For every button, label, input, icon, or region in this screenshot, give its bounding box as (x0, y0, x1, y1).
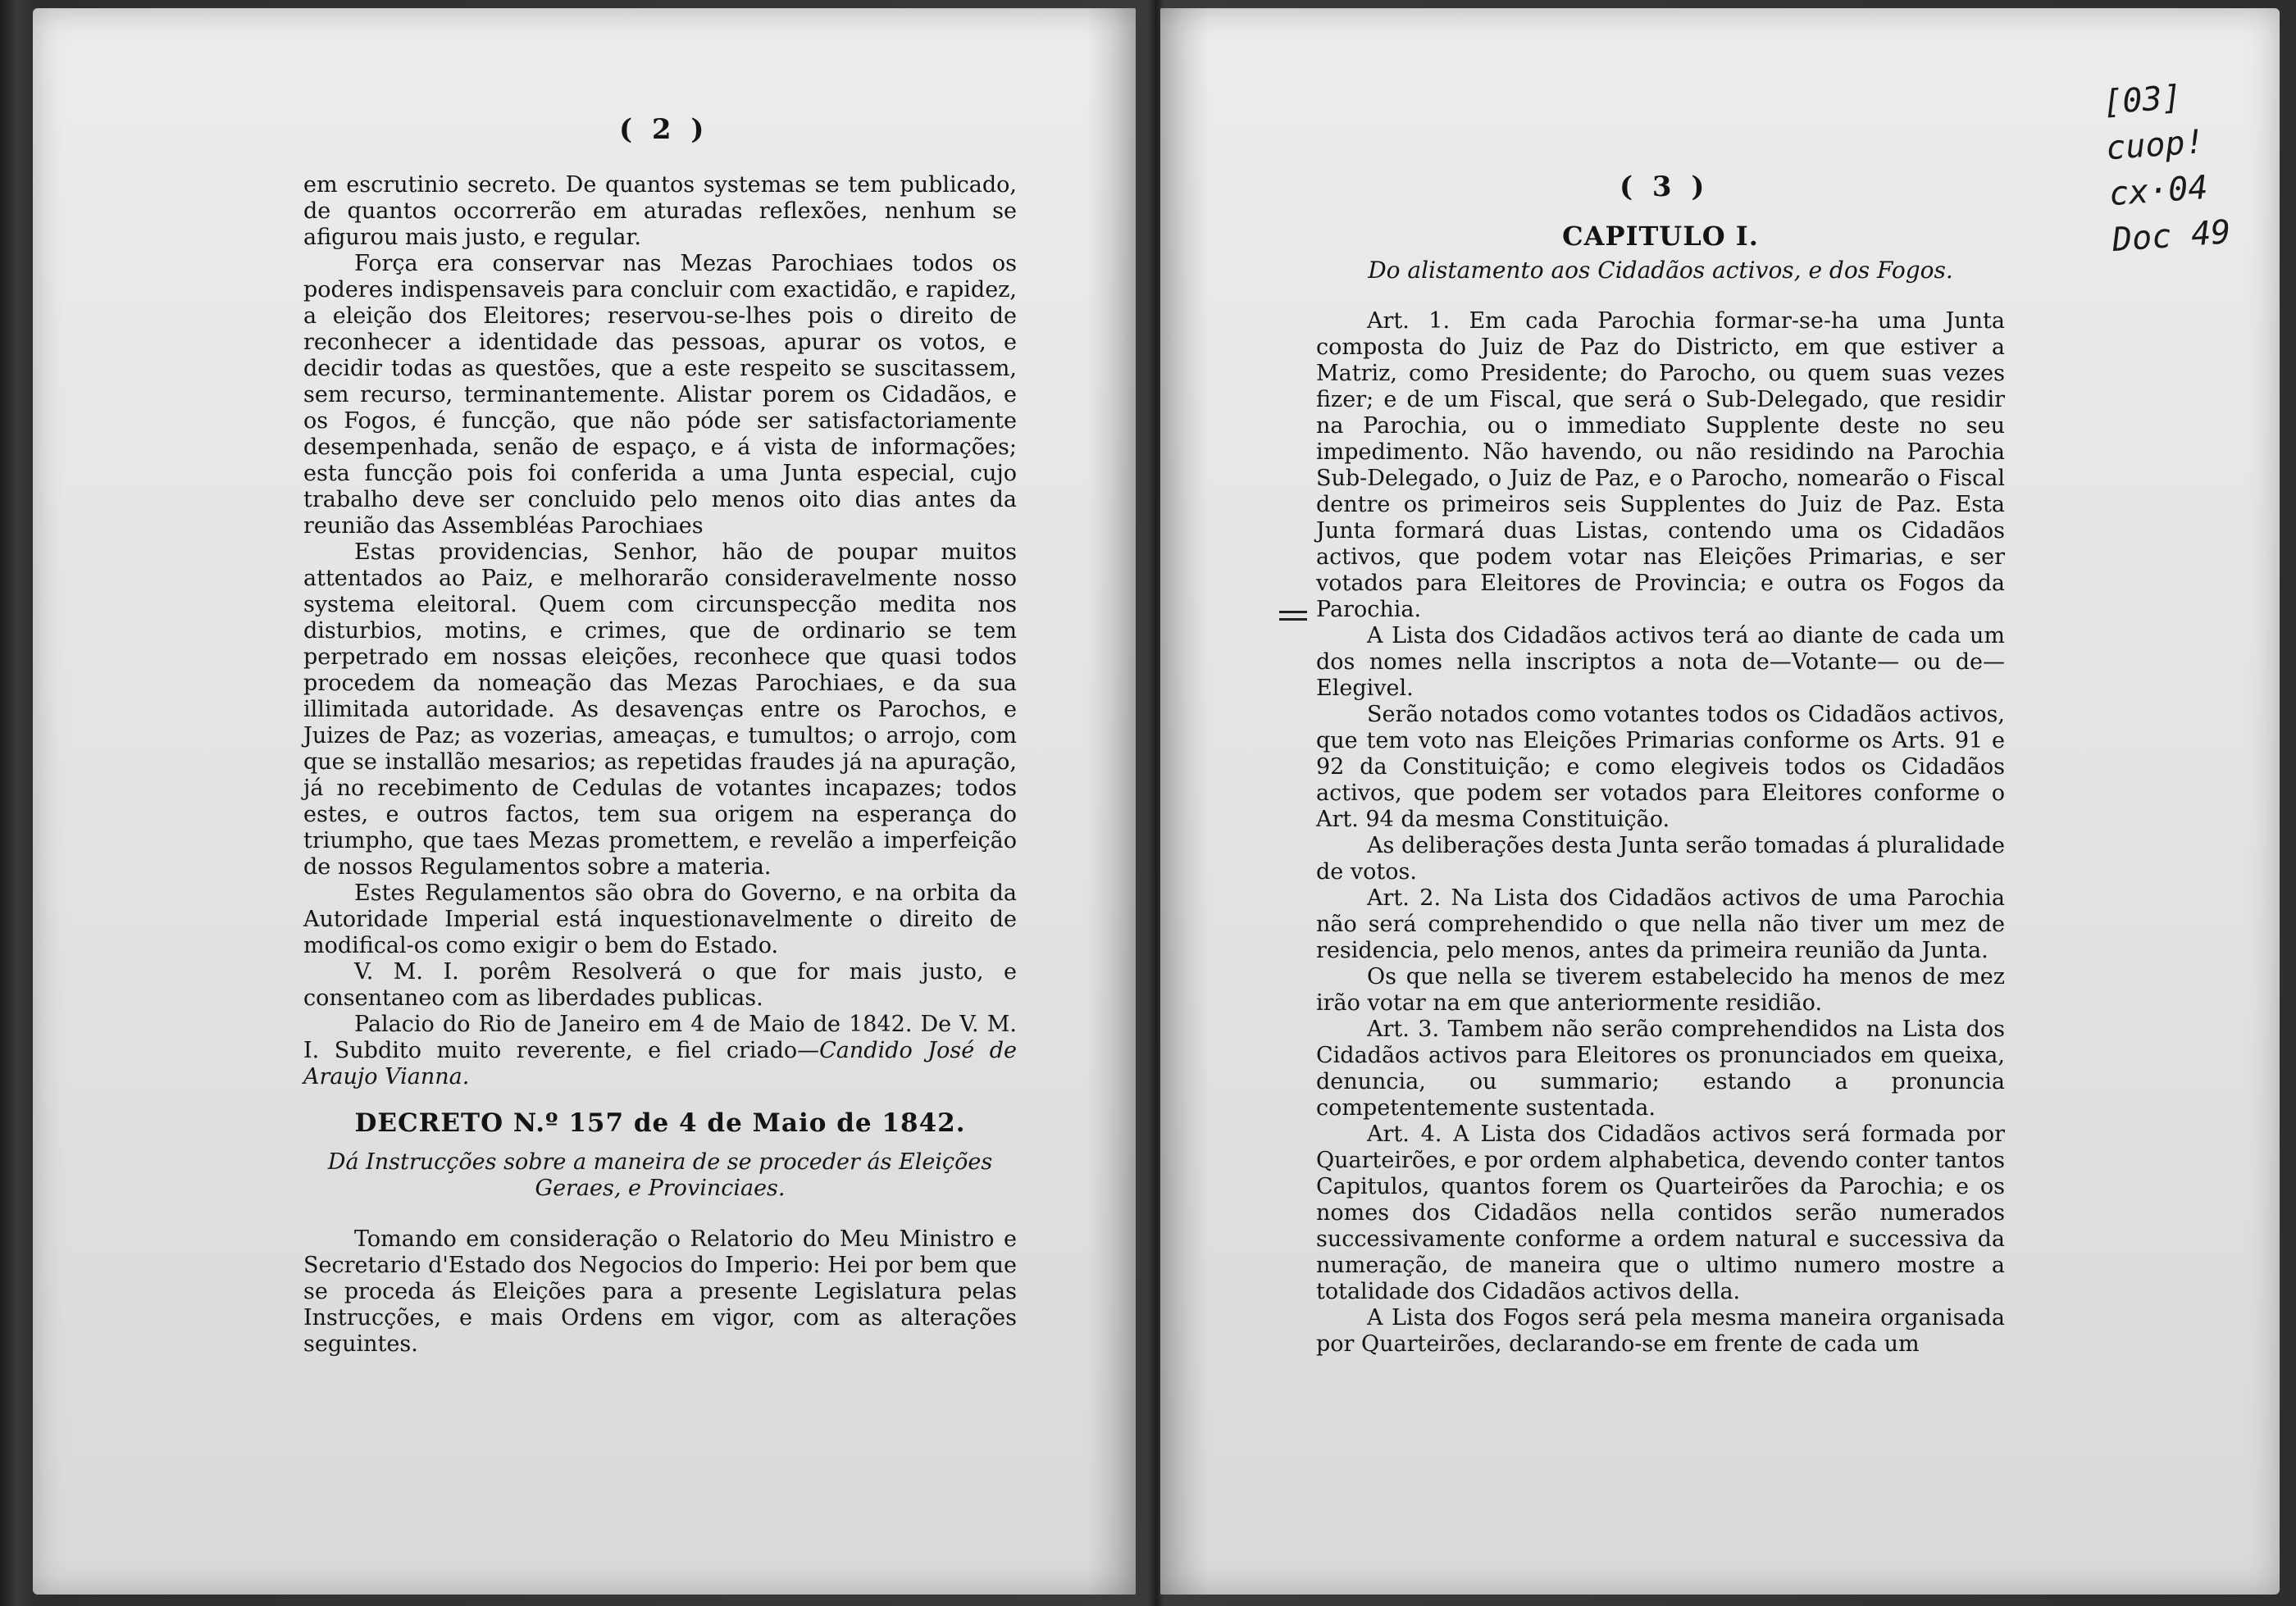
paragraph: A Lista dos Cidadãos activos terá ao diante de cada um dos nomes nella inscriptos a nota de—Votante— ou de—Elegivel. (1316, 623, 2005, 701)
paragraph: As deliberações desta Junta serão tomadas á pluralidade de votos. (1316, 833, 2005, 885)
article-paragraph: Art. 4. A Lista dos Cidadãos activos será formada por Quarteirões, e por ordem alphabetica, devendo conter tantos Capitulos, quantos forem os Quarteirões da Parochia; e os nomes dos Cidadãos nella contidos serão numerados successivamente conforme a ordem natural e successiva da numeração, de maneira que o ultimo numero mostre a totalidade dos Cidadãos activos della. (1316, 1121, 2005, 1304)
paragraph: Estes Regulamentos são obra do Governo, e na orbita da Autoridade Imperial está inquestionavelmente o direito de modifical-os como exigir o bem do Estado. (303, 880, 1017, 958)
paragraph: Estas providencias, Senhor, hão de poupar muitos attentados ao Paiz, e melhorarão consideravelmente nosso systema eleitoral. Quem com circunspecção medita nos disturbios, motins, e crimes, que de ordinario se tem perpetrado em nossas eleições, reconhece que quasi todos procedem da nomeação das Mezas Parochiaes, e da sua illimitada autoridade. As desavenças entre os Parochos, e Juizes de Paz; as vozerias, ameaças, e tumultos; o arrojo, com que se installão mesarios; as repetidas fraudes já na apuração, já no recebimento de Cedulas de votantes incapazes; todos estes, e outros factos, tem sua origem na esperança do triumpho, que taes Mezas promettem, e revelão a imperfeição de nossos Regulamentos sobre a materia. (303, 539, 1017, 880)
chapter-subtitle: Do alistamento aos Cidadãos activos, e dos Fogos. (1368, 257, 1953, 284)
left-page (33, 8, 1136, 1595)
paragraph: V. M. I. porêm Resolverá o que for mais justo, e consentaneo com as liberdades publicas. (303, 959, 1017, 1011)
paragraph: A Lista dos Fogos será pela mesma maneira organisada por Quarteirões, declarando-se em frente de cada um (1316, 1305, 2005, 1357)
page-number: ( 2 ) (619, 113, 709, 146)
paragraph: Serão notados como votantes todos os Cidadãos activos, que tem voto nas Eleições Primarias conforme os Arts. 91 e 92 da Constituição; e como elegiveis todos os Cidadãos activos, que podem ser votados para Eleitores conforme o Art. 94 da mesma Constituição. (1316, 702, 2005, 832)
gutter-shadow (1160, 8, 1210, 1595)
paragraph: em escrutinio secreto. De quantos systemas se tem publicado, de quantos occorrerão em aturadas reflexões, nenhum se afigurou mais justo, e regular. (303, 172, 1017, 250)
article-paragraph: Art. 3. Tambem não serão comprehendidos na Lista dos Cidadãos activos para Eleitores os pronunciados em queixa, denuncia, ou summario; estando a pronuncia competentemente sustentada. (1316, 1017, 2005, 1121)
chapter-title: CAPITULO I. (1562, 221, 1759, 252)
right-text-column (1316, 223, 2005, 1358)
right-page (1160, 8, 2280, 1595)
archive-annotation (2101, 68, 2285, 263)
annotation-line: cx·04 (2107, 168, 2209, 214)
decree-subtitle: Dá Instrucções sobre a maneira de se proceder ás Eleições Geraes, e Provinciaes. (327, 1149, 993, 1201)
closing-paragraph (303, 1012, 1017, 1090)
annotation-line: [03] (2101, 78, 2184, 122)
decree-body: Tomando em consideração o Relatorio do Meu Ministro e Secretario d'Estado dos Negocios do Imperio: Hei por bem que se proceda ás Eleições para a presente Legislatura pelas Instrucções, e mais Ordens em vigor, com as alterações seguintes. (303, 1226, 1017, 1357)
annotation-line: cuop! (2104, 123, 2207, 168)
gutter-shadow (1086, 8, 1136, 1595)
paragraph: Força era conservar nas Mezas Parochiaes todos os poderes indispensaveis para concluir com exactidão, e rapidez, a eleição dos Eleitores; reservou-se-lhes pois o direito de reconhecer a identidade das pessoas, apurar os votos, e decidir todas as questões, que a este respeito se suscitassem, sem recurso, terminantemente. Alistar porem os Cidadãos, e os Fogos, é funcção, que não póde ser satisfactoriamente desempenhada, senão de espaço, e á vista de informações; esta funcção pois foi conferida a uma Junta especial, cujo trabalho deve ser concluido pelo menos oito dias antes da reunião das Assembléas Parochiaes (303, 251, 1017, 539)
article-paragraph: Art. 2. Na Lista dos Cidadãos activos de uma Parochia não será comprehendido o que nella não tiver um mez de residencia, pelo menos, antes da primeira reunião da Junta. (1316, 885, 2005, 963)
closing-text: Palacio do Rio de Janeiro em 4 de Maio de 1842. De V. M. I. Subdito muito reverente, e fiel criado— (303, 1012, 1017, 1063)
left-text-column (303, 172, 1017, 1358)
article-paragraph: Art. 1. Em cada Parochia formar-se-ha uma Junta composta do Juiz de Paz do Districto, em que estiver a Matriz, como Presidente; do Parocho, ou quem suas vezes fizer; e de um Fiscal, que será o Sub-Delegado, que residir na Parochia, ou o immediato Supplente deste no seu impedimento. Não havendo, ou não residindo na Parochia Sub-Delegado, o Juiz de Paz, e o Parocho, nomearão o Fiscal dentre os primeiros seis Supplentes do Juiz de Paz. Esta Junta formará duas Listas, contendo uma os Cidadãos activos, que podem votar nas Eleições Primarias, e ser votados para Eleitores de Provincia; e outra os Fogos da Parochia. (1316, 308, 2005, 622)
paragraph: Os que nella se tiverem estabelecido ha menos de mez irão votar na em que anteriormente residião. (1316, 964, 2005, 1016)
decree-title: DECRETO N.º 157 de 4 de Maio de 1842. (354, 1108, 966, 1138)
signature: Candido José de Araujo Vianna. (303, 1038, 1018, 1090)
margin-mark (1279, 611, 1307, 622)
page-number: ( 3 ) (1620, 171, 1710, 203)
annotation-line: Doc 49 (2111, 213, 2232, 260)
